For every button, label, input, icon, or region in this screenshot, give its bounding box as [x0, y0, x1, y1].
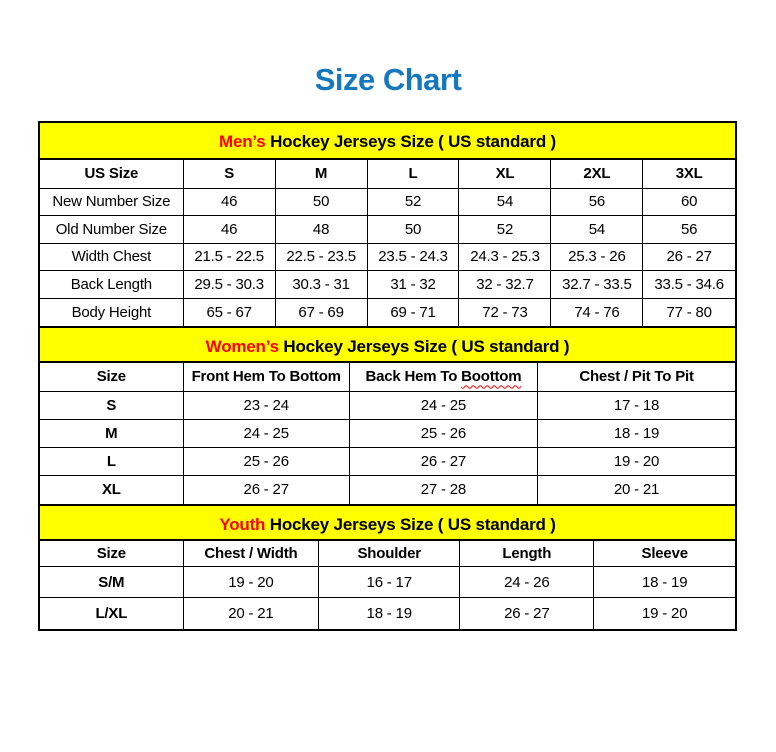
- size-value-cell: 50: [367, 216, 459, 244]
- youth-section-highlight: Youth: [219, 514, 266, 534]
- size-value-cell: 77 - 80: [643, 298, 735, 326]
- size-value-cell: 46: [183, 188, 275, 216]
- size-value-cell: 23 - 24: [183, 392, 349, 420]
- table-row: [40, 476, 735, 504]
- size-value-cell: 72 - 73: [459, 298, 551, 326]
- row-label: Old Number Size: [40, 216, 183, 244]
- size-value-cell: 25 - 26: [349, 420, 537, 448]
- column-header: S: [183, 160, 275, 188]
- column-header: [349, 363, 537, 392]
- size-value-cell: 26 - 27: [183, 476, 349, 504]
- size-value-cell: 19 - 20: [594, 598, 735, 629]
- misspelled-word: Boottom: [461, 368, 522, 386]
- size-value-cell: 20 - 21: [538, 476, 735, 504]
- size-value-cell: 67 - 69: [275, 298, 367, 326]
- mens-size-table: [40, 160, 735, 326]
- column-header: Chest / Pit To Pit: [538, 363, 735, 392]
- table-row: [40, 188, 735, 216]
- size-value-cell: 23.5 - 24.3: [367, 243, 459, 271]
- size-value-cell: 60: [643, 188, 735, 216]
- size-value-cell: 22.5 - 23.5: [275, 243, 367, 271]
- mens-header-row: [40, 160, 735, 188]
- row-label: S/M: [40, 567, 183, 598]
- column-header: Front Hem To Bottom: [183, 363, 349, 392]
- size-value-cell: 26 - 27: [643, 243, 735, 271]
- size-value-cell: 65 - 67: [183, 298, 275, 326]
- size-value-cell: 18 - 19: [594, 567, 735, 598]
- table-row: [40, 216, 735, 244]
- table-row: [40, 567, 735, 598]
- size-value-cell: 69 - 71: [367, 298, 459, 326]
- size-value-cell: 56: [551, 188, 643, 216]
- womens-section-header: [40, 326, 735, 363]
- womens-header-row: [40, 363, 735, 392]
- size-value-cell: 50: [275, 188, 367, 216]
- column-header-text: Back Hem To: [365, 368, 462, 386]
- row-label: New Number Size: [40, 188, 183, 216]
- column-header: Chest / Width: [183, 541, 319, 567]
- size-value-cell: 16 - 17: [319, 567, 460, 598]
- row-label: L: [40, 448, 183, 476]
- size-value-cell: 24.3 - 25.3: [459, 243, 551, 271]
- row-label: Back Length: [40, 271, 183, 299]
- mens-section-highlight: Men’s: [219, 132, 266, 151]
- womens-size-table: [40, 363, 735, 504]
- size-value-cell: 33.5 - 34.6: [643, 271, 735, 299]
- column-header: Shoulder: [319, 541, 460, 567]
- column-header: Size: [40, 541, 183, 567]
- size-value-cell: 27 - 28: [349, 476, 537, 504]
- column-header: Length: [460, 541, 594, 567]
- size-value-cell: 54: [459, 188, 551, 216]
- size-value-cell: 46: [183, 216, 275, 244]
- row-label: XL: [40, 476, 183, 504]
- row-label: Body Height: [40, 298, 183, 326]
- column-header: M: [275, 160, 367, 188]
- size-value-cell: 25.3 - 26: [551, 243, 643, 271]
- size-value-cell: 31 - 32: [367, 271, 459, 299]
- size-value-cell: 17 - 18: [538, 392, 735, 420]
- mens-section-header: [40, 123, 735, 160]
- row-label: S: [40, 392, 183, 420]
- youth-section-title: Hockey Jerseys Size ( US standard ): [265, 514, 556, 534]
- size-value-cell: 48: [275, 216, 367, 244]
- womens-section-highlight: Women’s: [205, 336, 279, 356]
- table-row: [40, 598, 735, 629]
- column-header: US Size: [40, 160, 183, 188]
- size-value-cell: 54: [551, 216, 643, 244]
- table-row: [40, 271, 735, 299]
- row-label: Width Chest: [40, 243, 183, 271]
- column-header: XL: [459, 160, 551, 188]
- size-value-cell: 56: [643, 216, 735, 244]
- row-label: M: [40, 420, 183, 448]
- youth-header-row: [40, 541, 735, 567]
- size-value-cell: 24 - 25: [349, 392, 537, 420]
- table-row: [40, 243, 735, 271]
- column-header: Size: [40, 363, 183, 392]
- page-title: Size Chart: [314, 62, 462, 97]
- table-row: [40, 448, 735, 476]
- size-value-cell: 30.3 - 31: [275, 271, 367, 299]
- column-header: 2XL: [551, 160, 643, 188]
- size-value-cell: 25 - 26: [183, 448, 349, 476]
- row-label: L/XL: [40, 598, 183, 629]
- size-value-cell: 32.7 - 33.5: [551, 271, 643, 299]
- size-value-cell: 24 - 26: [460, 567, 594, 598]
- size-value-cell: 26 - 27: [460, 598, 594, 629]
- size-value-cell: 26 - 27: [349, 448, 537, 476]
- youth-section-header: [40, 504, 735, 541]
- table-row: [40, 420, 735, 448]
- column-header: L: [367, 160, 459, 188]
- table-row: [40, 392, 735, 420]
- size-value-cell: 20 - 21: [183, 598, 319, 629]
- size-value-cell: 19 - 20: [538, 448, 735, 476]
- column-header: 3XL: [643, 160, 735, 188]
- size-value-cell: 32 - 32.7: [459, 271, 551, 299]
- size-value-cell: 18 - 19: [538, 420, 735, 448]
- size-value-cell: 74 - 76: [551, 298, 643, 326]
- size-value-cell: 24 - 25: [183, 420, 349, 448]
- size-value-cell: 18 - 19: [319, 598, 460, 629]
- mens-section-title: Hockey Jerseys Size ( US standard ): [265, 132, 556, 151]
- table-row: [40, 298, 735, 326]
- size-value-cell: 19 - 20: [183, 567, 319, 598]
- womens-section-title: Hockey Jerseys Size ( US standard ): [278, 336, 570, 356]
- size-value-cell: 21.5 - 22.5: [183, 243, 275, 271]
- size-value-cell: 52: [459, 216, 551, 244]
- youth-size-table: [40, 541, 735, 629]
- column-header: Sleeve: [594, 541, 735, 567]
- size-chart: [38, 121, 737, 631]
- size-value-cell: 52: [367, 188, 459, 216]
- size-value-cell: 29.5 - 30.3: [183, 271, 275, 299]
